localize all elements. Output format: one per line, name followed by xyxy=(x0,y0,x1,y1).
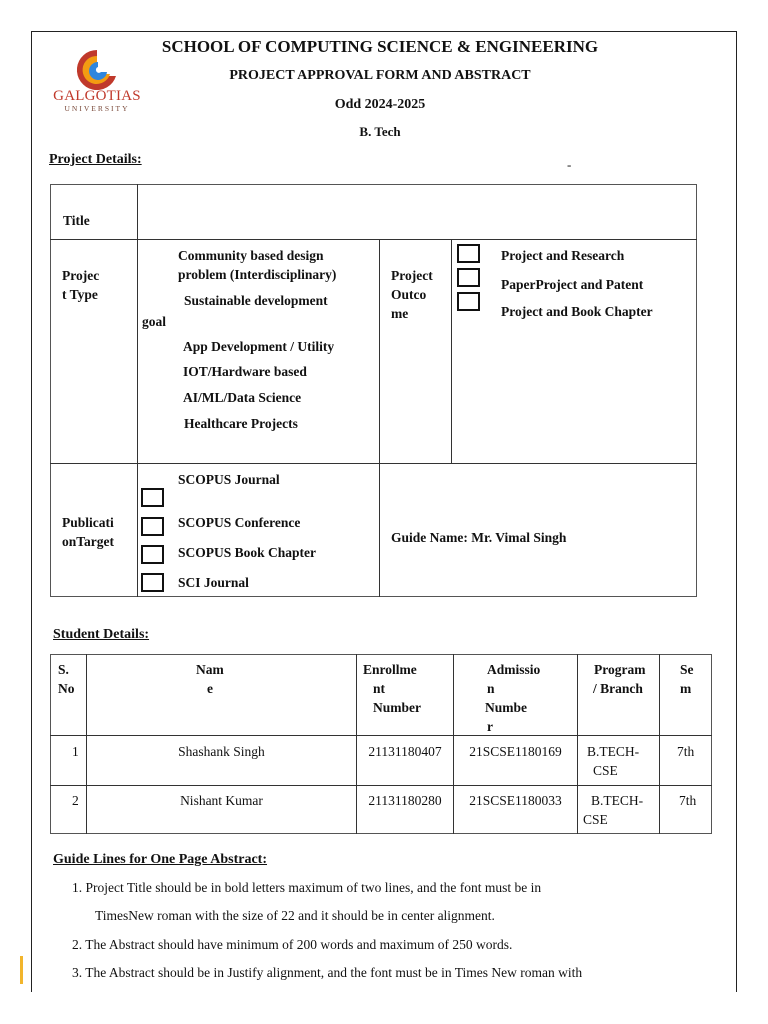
type-option-community[interactable]: Community based design problem (Interdisciplinary) xyxy=(178,248,337,282)
cell-enrollment: 21131180407 xyxy=(368,744,442,759)
cell-enrollment: 21131180280 xyxy=(368,793,442,808)
title-value[interactable] xyxy=(145,211,685,231)
publication-checkbox-1[interactable] xyxy=(141,488,164,507)
guidelines-heading: Guide Lines for One Page Abstract: xyxy=(53,852,268,867)
text-cursor-marker xyxy=(20,956,23,984)
publication-target-label: Publicati onTarget xyxy=(62,515,115,549)
cell-program: B.TECH- CSE xyxy=(583,793,644,827)
outcome-option-research: Project and Research xyxy=(501,248,625,263)
stray-dash: - xyxy=(567,157,572,172)
school-heading: SCHOOL OF COMPUTING SCIENCE & ENGINEERING xyxy=(161,37,599,56)
outcome-option-patent: PaperProject and Patent xyxy=(501,277,644,292)
publication-checkbox-4[interactable] xyxy=(141,573,164,592)
term-heading: Odd 2024-2025 xyxy=(334,97,426,112)
cell-admission: 21SCSE1180033 xyxy=(469,793,562,808)
type-option-iot[interactable]: IOT/Hardware based xyxy=(183,364,307,379)
header-name: Nam e xyxy=(196,662,224,696)
form-title: PROJECT APPROVAL FORM AND ABSTRACT xyxy=(229,68,531,83)
type-option-ai[interactable]: AI/ML/Data Science xyxy=(183,390,302,405)
cell-program: B.TECH- CSE xyxy=(587,744,640,778)
cell-name: Shashank Singh xyxy=(178,744,265,759)
degree-heading: B. Tech xyxy=(359,124,401,139)
guideline-1: 1. Project Title should be in bold letters maximum of two lines, and the font must be in xyxy=(72,880,542,895)
header-semester: Se m xyxy=(680,662,694,696)
cell-admission: 21SCSE1180169 xyxy=(469,744,562,759)
guideline-2: 2. The Abstract should have minimum of 200 words and maximum of 250 words. xyxy=(72,937,513,952)
publication-option-scopus-journal: SCOPUS Journal xyxy=(178,472,280,487)
cell-sno: 1 xyxy=(72,744,79,759)
cell-semester: 7th xyxy=(679,793,697,808)
publication-option-sci-journal: SCI Journal xyxy=(178,575,249,590)
publication-option-scopus-book: SCOPUS Book Chapter xyxy=(178,545,317,560)
project-outcome-label: Project Outco me xyxy=(391,268,433,321)
outcome-checkbox-1[interactable] xyxy=(457,244,480,263)
header-sno: S. No xyxy=(58,662,75,696)
outcome-checkbox-2[interactable] xyxy=(457,268,480,287)
project-details-heading: Project Details: xyxy=(49,152,142,167)
guide-name: Guide Name: Mr. Vimal Singh xyxy=(391,530,567,545)
project-type-label: Projec t Type xyxy=(62,268,100,302)
publication-checkbox-2[interactable] xyxy=(141,517,164,536)
cell-name: Nishant Kumar xyxy=(180,793,263,808)
cell-sno: 2 xyxy=(72,793,79,808)
title-label: Title xyxy=(63,213,90,228)
guideline-1-cont: TimesNew roman with the size of 22 and it should be in center alignment. xyxy=(95,908,495,923)
type-option-app[interactable]: App Development / Utility xyxy=(183,339,335,354)
type-option-health[interactable]: Healthcare Projects xyxy=(184,416,298,431)
type-option-sdg[interactable]: Sustainable development xyxy=(184,293,328,308)
guideline-3: 3. The Abstract should be in Justify alignment, and the font must be in Times New roman with xyxy=(72,965,583,980)
outcome-checkbox-3[interactable] xyxy=(457,292,480,311)
publication-checkbox-3[interactable] xyxy=(141,545,164,564)
outcome-option-book-chapter: Project and Book Chapter xyxy=(501,304,653,319)
logo-wordmark: GALGOTIAS xyxy=(53,88,141,104)
student-details-heading: Student Details: xyxy=(53,627,150,642)
header-admission: Admissio n Numbe r xyxy=(485,662,541,734)
type-option-sdg-cont: goal xyxy=(142,314,167,329)
cell-semester: 7th xyxy=(677,744,695,759)
publication-option-scopus-conference: SCOPUS Conference xyxy=(178,515,301,530)
header-enrollment: Enrollme nt Number xyxy=(363,662,421,715)
logo-subtext: UNIVERSITY xyxy=(64,104,130,113)
header-program: Program / Branch xyxy=(593,662,646,696)
